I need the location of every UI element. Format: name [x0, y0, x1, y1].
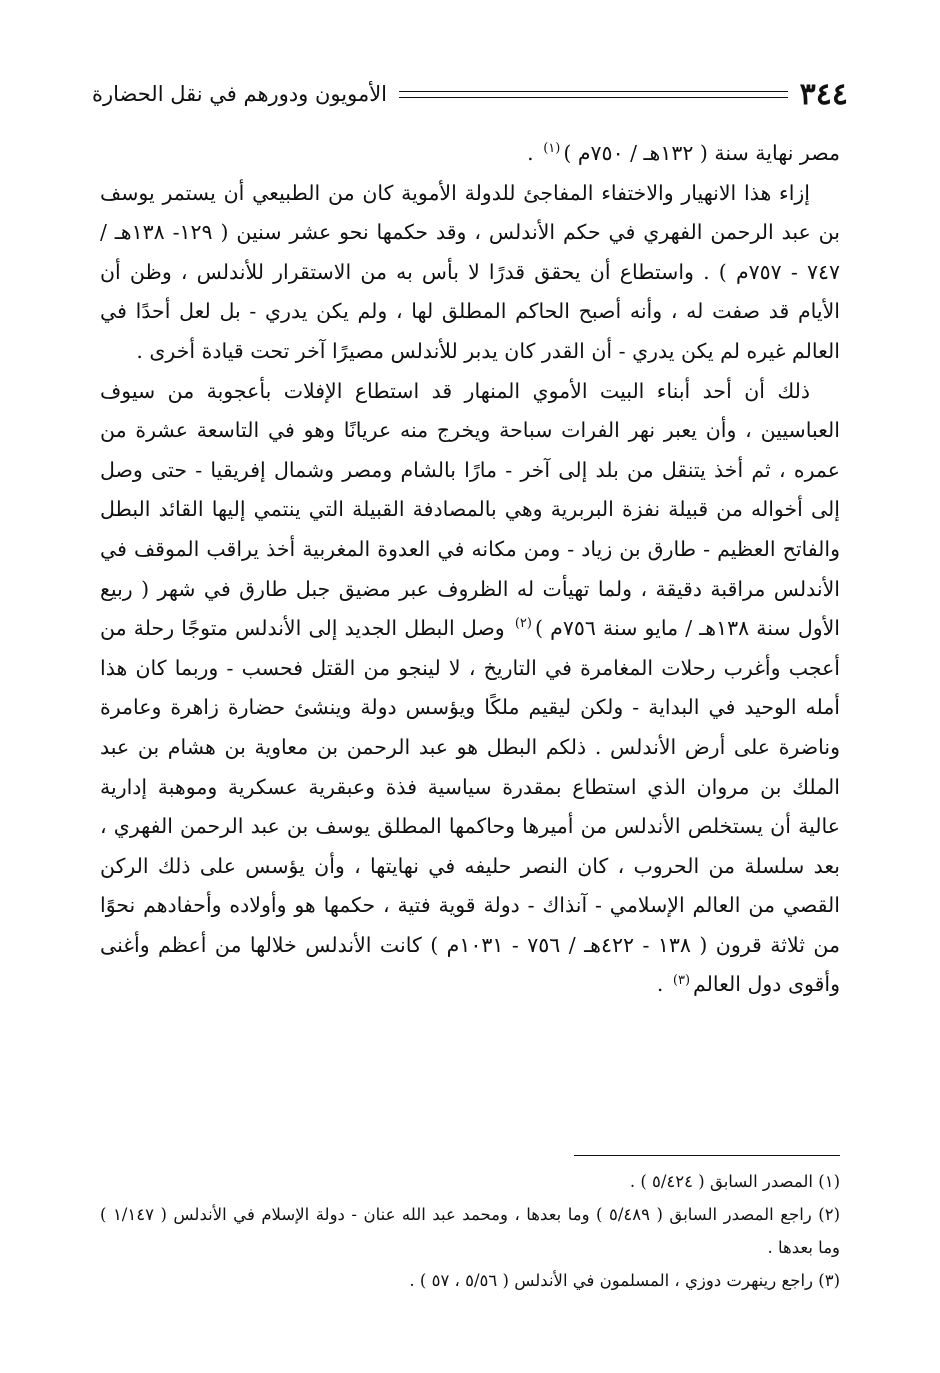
footnote-separator	[574, 1155, 840, 1156]
paragraph-2	[100, 372, 840, 1006]
page-number: ٣٤٤	[799, 76, 848, 112]
paragraph-2-part-a: ذلك أن أحد أبناء البيت الأموي المنهار قد استطاع الإفلات بأعجوبة من سيوف العباسيين ، وأن يعبر نهر الفرات سباحة ويخرج منه عريانًا وهو في التاسعة عشرة من عمره ، ثم أخذ يتنقل من بلد إلى آخر - مارًا بالشام ومصر وشمال إفريقيا - حتى وصل إلى أخواله من قبيلة نفزة البربرية وهي بالمصادفة القبيلة التي ينتمي إليها القائد البطل والفاتح العظيم - طارق بن زياد - ومن مكانه في العدوة المغربية أخذ يراقب الموقف في الأندلس مراقبة دقيقة ، ولما تهيأت له الظروف عبر مضيق جبل طارق في شهر ( ربيع الأول سنة ١٣٨هـ / مايو سنة ٧٥٦م )	[100, 378, 841, 641]
main-text	[100, 134, 840, 1005]
footnotes	[100, 1165, 840, 1297]
footnote-text: راجع المصدر السابق ( ٥/٤٨٩ ) وما بعدها ، ومحمد عبد الله عنان - دولة الإسلام في الأندلس ( ١/١٤٧ ) وما بعدها .	[100, 1205, 840, 1257]
paragraph-2-part-b: وصل البطل الجديد إلى الأندلس متوجًا رحلة من أعجب وأغرب رحلات المغامرة في التاريخ ، لا لينجو من القتل فحسب - وربما كان هذا أمله الوحيد في البداية - ولكن ليقيم ملكًا ويؤسس دولة وينشئ حضارة زاهرة وعامرة وناضرة على أرض الأندلس . ذلكم البطل هو عبد الرحمن بن معاوية بن هشام بن عبد الملك بن مروان الذي استطاع بمقدرة سياسية فذة وعبقرية عسكرية وموهبة إدارية عالية أن يستخلص الأندلس من أميرها وحاكمها المطلق يوسف بن عبد الرحمن الفهري ، بعد سلسلة من الحروب ، كان النصر حليفه في نهايتها ، وأن يؤسس على ذلك الركن القصي من العالم الإسلامي - آنذاك - دولة قوية فتية ، حكمها هو وأولاده وأحفادهم نحوًا من ثلاثة قرون ( ١٣٨ - ٤٢٢هـ / ٧٥٦ - ١٠٣١م ) كانت الأندلس خلالها من أعظم وأغنى وأقوى دول العالم	[100, 616, 840, 997]
footnote-text: راجع رينهرت دوزي ، المسلمون في الأندلس ( ٥/٥٦ ، ٥٧ ) .	[409, 1271, 819, 1290]
header-double-rule	[399, 91, 788, 98]
footnote-2	[100, 1198, 840, 1264]
footnote-ref-2[interactable]: (٢)	[514, 616, 532, 632]
paragraph-1: إزاء هذا الانهيار والاختفاء المفاجئ للدولة الأموية كان من الطبيعي أن يستمر يوسف بن عبد الرحمن الفهري في حكم الأندلس ، وقد حكمها نحو عشر سنين ( ١٢٩- ١٣٨هـ / ٧٤٧ - ٧٥٧م ) . واستطاع أن يحقق قدرًا لا بأس به من الاستقرار للأندلس ، وظن أن الأيام قد صفت له ، وأنه أصبح الحاكم المطلق لها ، ولم يكن يدري - بل لعل أحدًا في العالم غيره لم يكن يدري - أن القدر كان يدبر للأندلس مصيرًا آخر تحت قيادة أخرى .	[100, 180, 840, 363]
paragraph-continuation	[100, 134, 840, 174]
footnote-1	[100, 1165, 840, 1198]
page-header	[92, 72, 848, 116]
paragraph-0-text: مصر نهاية سنة ( ١٣٢هـ / ٧٥٠م )	[563, 141, 840, 165]
footnote-number: (٢)	[818, 1205, 840, 1224]
footnote-3	[100, 1264, 840, 1297]
paragraph-2-end: .	[656, 972, 670, 997]
footnote-text: المصدر السابق ( ٥/٤٢٤ ) .	[629, 1172, 819, 1191]
footnote-ref-1[interactable]: (١)	[543, 141, 561, 157]
paragraph-0-end: .	[527, 141, 541, 165]
footnote-number: (١)	[818, 1172, 840, 1191]
running-title: الأمويون ودورهم في نقل الحضارة	[92, 82, 388, 106]
footnote-number: (٣)	[818, 1271, 840, 1290]
footnote-ref-3[interactable]: (٣)	[672, 972, 691, 988]
